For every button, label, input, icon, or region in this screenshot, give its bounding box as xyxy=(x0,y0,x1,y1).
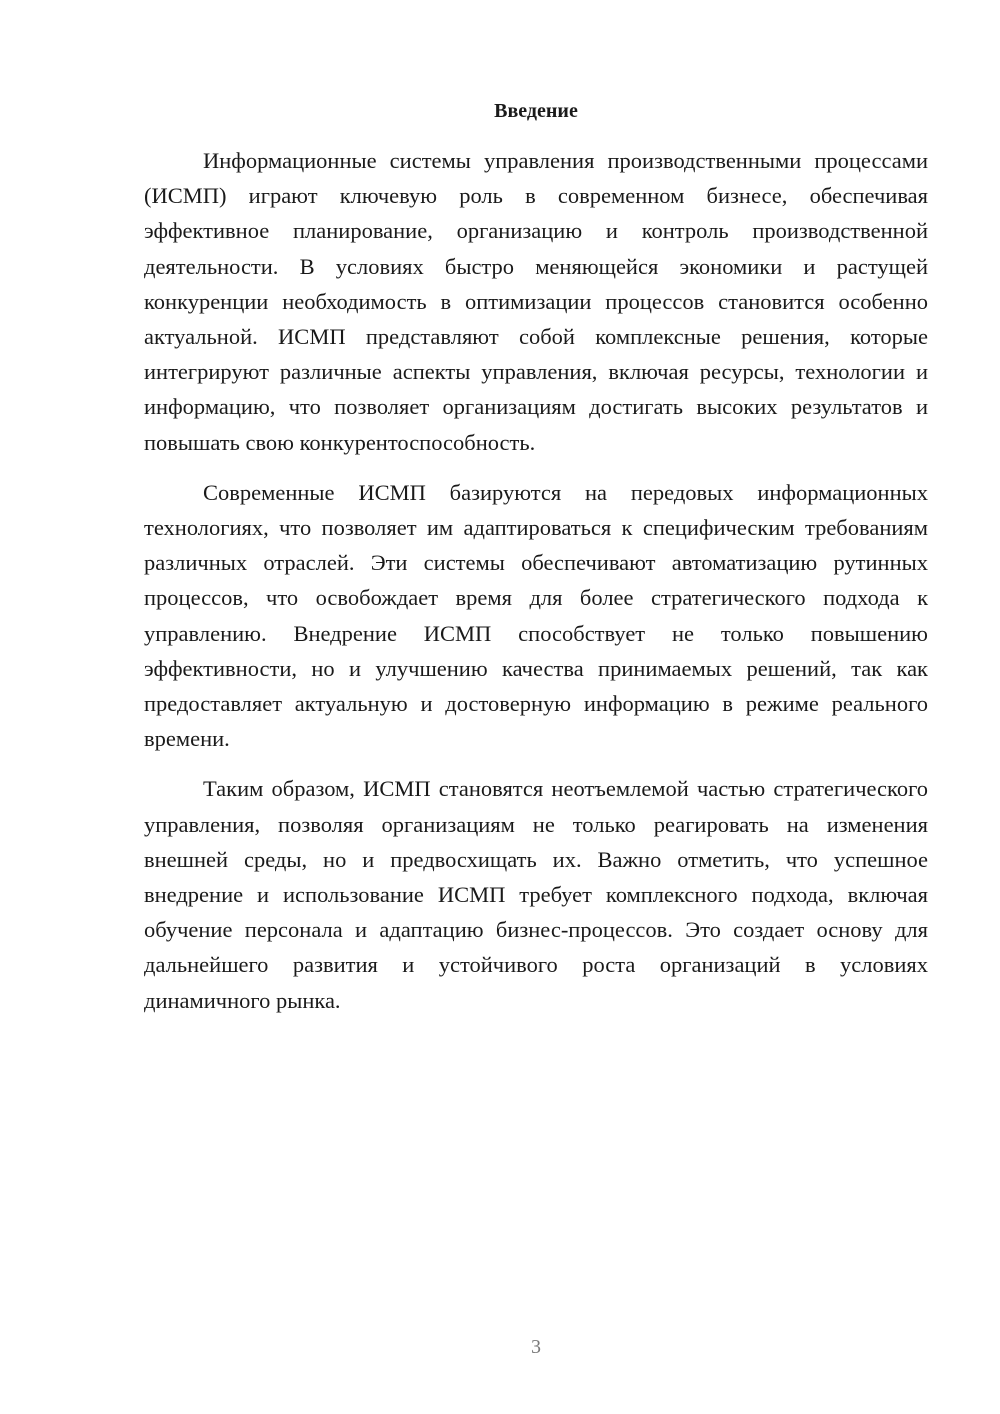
page-number: 3 xyxy=(531,1336,541,1358)
section-heading: Введение xyxy=(494,100,578,122)
body-text xyxy=(144,143,928,1033)
paragraph-1: Информационные системы управления производственными процессами (ИСМП) играют ключевую роль в современном бизнесе, обеспечивая эффективное планирование, организацию и контроль производственной деятельности. В условиях быстро меняющейся экономики и растущей конкуренции необходимость в оптимизации процессов становится особенно актуальной. ИСМП представляют собой комплексные решения, которые интегрируют различные аспекты управления, включая ресурсы, технологии и информацию, что позволяет организациям достигать высоких результатов и повышать свою конкурентоспособность. xyxy=(144,148,928,455)
paragraph-3: Таким образом, ИСМП становятся неотъемлемой частью стратегического управления, позволяя организациям не только реагировать на изменения внешней среды, но и предвосхищать их. Важно отметить, что успешное внедрение и использование ИСМП требует комплексного подхода, включая обучение персонала и адаптацию бизнес-процессов. Это создает основу для дальнейшего развития и устойчивого роста организаций в условиях динамичного рынка. xyxy=(144,776,928,1013)
paragraph-2: Современные ИСМП базируются на передовых информационных технологиях, что позволяет им адаптироваться к специфическим требованиям различных отраслей. Эти системы обеспечивают автоматизацию рутинных процессов, что освобождает время для более стратегического подхода к управлению. Внедрение ИСМП способствует не только повышению эффективности, но и улучшению качества принимаемых решений, так как предоставляет актуальную и достоверную информацию в режиме реального времени. xyxy=(144,479,928,752)
